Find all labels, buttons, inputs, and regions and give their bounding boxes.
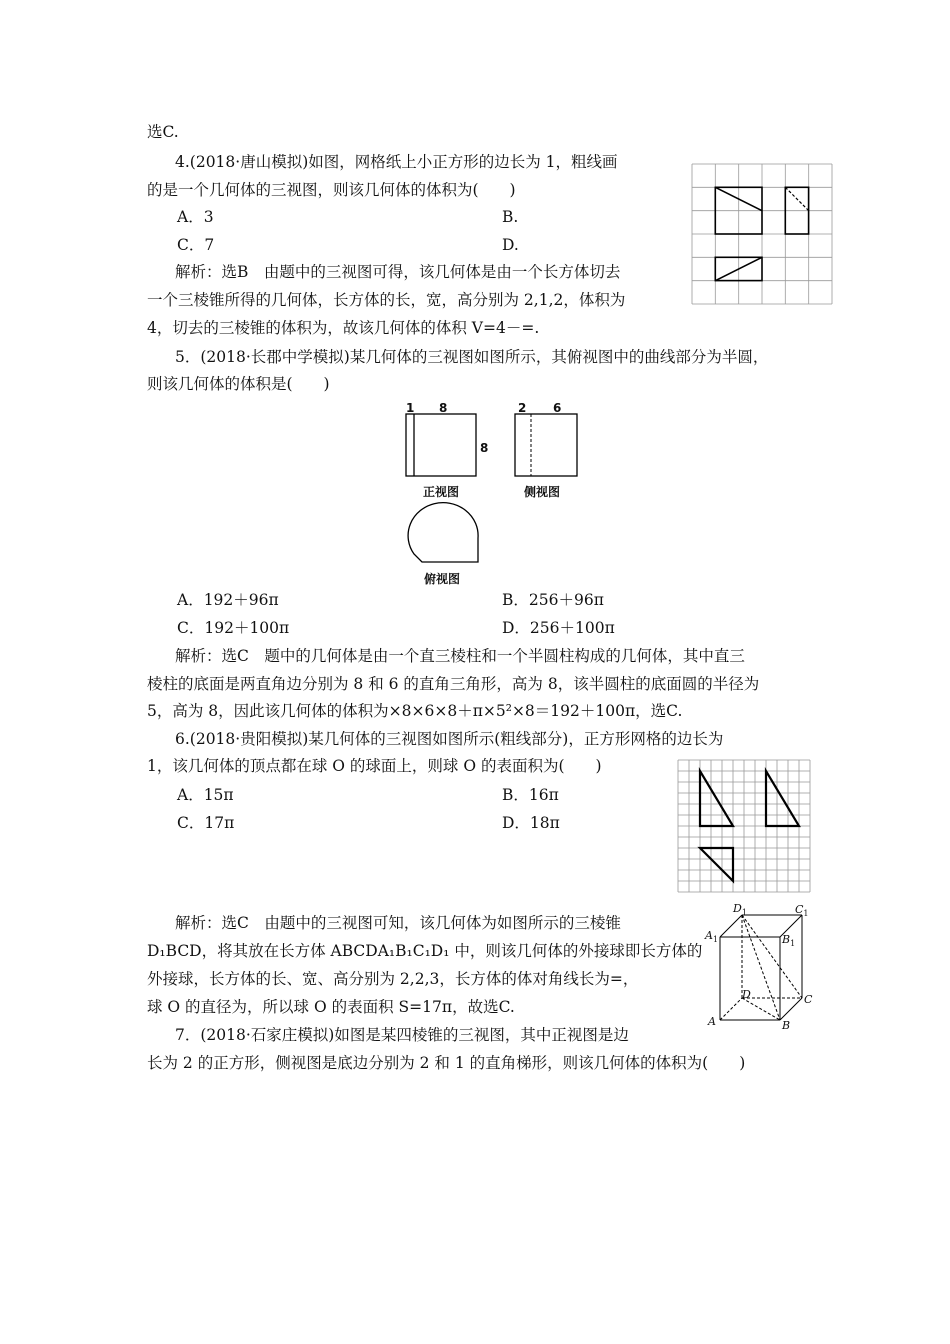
dim-label: 6 — [553, 401, 562, 415]
solution-line: 解析：选C 题中的几何体是由一个直三棱柱和一个半圆柱构成的几何体，其中直三 — [175, 647, 745, 665]
vertex-label: $B_1$ — [782, 933, 796, 949]
solution-line: 一个三棱锥所得的几何体，长方体的长，宽，高分别为 2,1,2，体积为 — [147, 291, 626, 309]
question-7: 7．(2018·石家庄模拟)如图是某四棱锥的三视图，其中正视图是边 — [175, 1026, 629, 1044]
front-view-caption: 正视图 — [423, 485, 460, 499]
text-line: 长为 2 的正方形，侧视图是底边分别为 2 和 1 的直角梯形，则该几何体的体积为( ) — [147, 1054, 746, 1072]
dim-label: 8 — [439, 401, 448, 415]
option-a: A．3 — [177, 208, 214, 226]
option-d: D. — [502, 236, 519, 254]
dim-label: 2 — [518, 401, 527, 415]
top-view — [700, 848, 733, 881]
dim-label: 8 — [480, 441, 489, 455]
option-b: B．16π — [502, 786, 559, 804]
front-view — [406, 414, 476, 476]
option-c: C．17π — [177, 814, 235, 832]
text-line: 1，该几何体的顶点都在球 O 的球面上，则球 O 的表面积为( ) — [147, 757, 602, 775]
vertex-label: C — [804, 993, 813, 1006]
option-b: B. — [502, 208, 519, 226]
question-4: 4.(2018·唐山模拟)如图，网格纸上小正方形的边长为 1，粗线画 — [175, 153, 618, 171]
question-6: 6.(2018·贵阳模拟)某几何体的三视图如图所示(粗线部分)，正方形网格的边长为 — [175, 730, 724, 748]
text-line: 选C. — [147, 123, 179, 141]
solution-line: 4，切去的三棱锥的体积为，故该几何体的体积 V=4－=. — [147, 319, 540, 337]
text-line: 则该几何体的体积是( ) — [147, 375, 330, 393]
dim-label: 1 — [406, 401, 415, 415]
vertex-label: B — [782, 1019, 791, 1032]
vertex-label: $D_1$ — [733, 902, 747, 918]
question-5: 5．(2018·长郡中学模拟)某几何体的三视图如图所示，其俯视图中的曲线部分为半圆， — [175, 348, 769, 366]
q6-three-view-figure — [678, 760, 812, 894]
solution-line: 解析：选C 由题中的三视图可知，该几何体为如图所示的三棱锥 — [175, 914, 621, 932]
solution-line: 球 O 的直径为，所以球 O 的表面积 S=17π，故选C. — [147, 998, 515, 1016]
option-b: B．256＋96π — [502, 591, 604, 609]
solution-line: 棱柱的底面是两直角边分别为 8 和 6 的直角三角形，高为 8，该半圆柱的底面圆的半径为 — [147, 675, 760, 693]
side-view — [766, 771, 799, 826]
solution-line: 外接球，长方体的长、宽、高分别为 2,2,3，长方体的体对角线长为=， — [147, 970, 639, 988]
solution-line: 5，高为 8，因此该几何体的体积为×8×6×8＋π×5²×8＝192＋100π，选C. — [147, 702, 683, 720]
top-view — [408, 503, 478, 562]
solution-line: D₁BCD，将其放在长方体 ABCDA₁B₁C₁D₁ 中，则该几何体的外接球即长方体的 — [147, 942, 703, 960]
side-view — [515, 414, 577, 476]
option-c: C．192＋100π — [177, 619, 290, 637]
vertex-label: D — [742, 988, 751, 1001]
option-a: A．15π — [177, 786, 234, 804]
option-d: D．256＋100π — [502, 619, 615, 637]
vertex-label: A — [708, 1015, 716, 1028]
side-view-caption: 侧视图 — [524, 485, 561, 499]
vertex-label: $A_1$ — [705, 929, 719, 945]
option-d: D．18π — [502, 814, 560, 832]
q4-three-view-figure — [692, 164, 834, 306]
top-view-caption: 俯视图 — [424, 572, 461, 586]
front-view — [700, 771, 733, 826]
option-a: A．192＋96π — [177, 591, 279, 609]
option-c: C．7 — [177, 236, 215, 254]
text-line: 的是一个几何体的三视图，则该几何体的体积为( ) — [147, 181, 516, 199]
vertex-label: $C_1$ — [795, 903, 809, 919]
solution-line: 解析：选B 由题中的三视图可得，该几何体是由一个长方体切去 — [175, 263, 621, 281]
